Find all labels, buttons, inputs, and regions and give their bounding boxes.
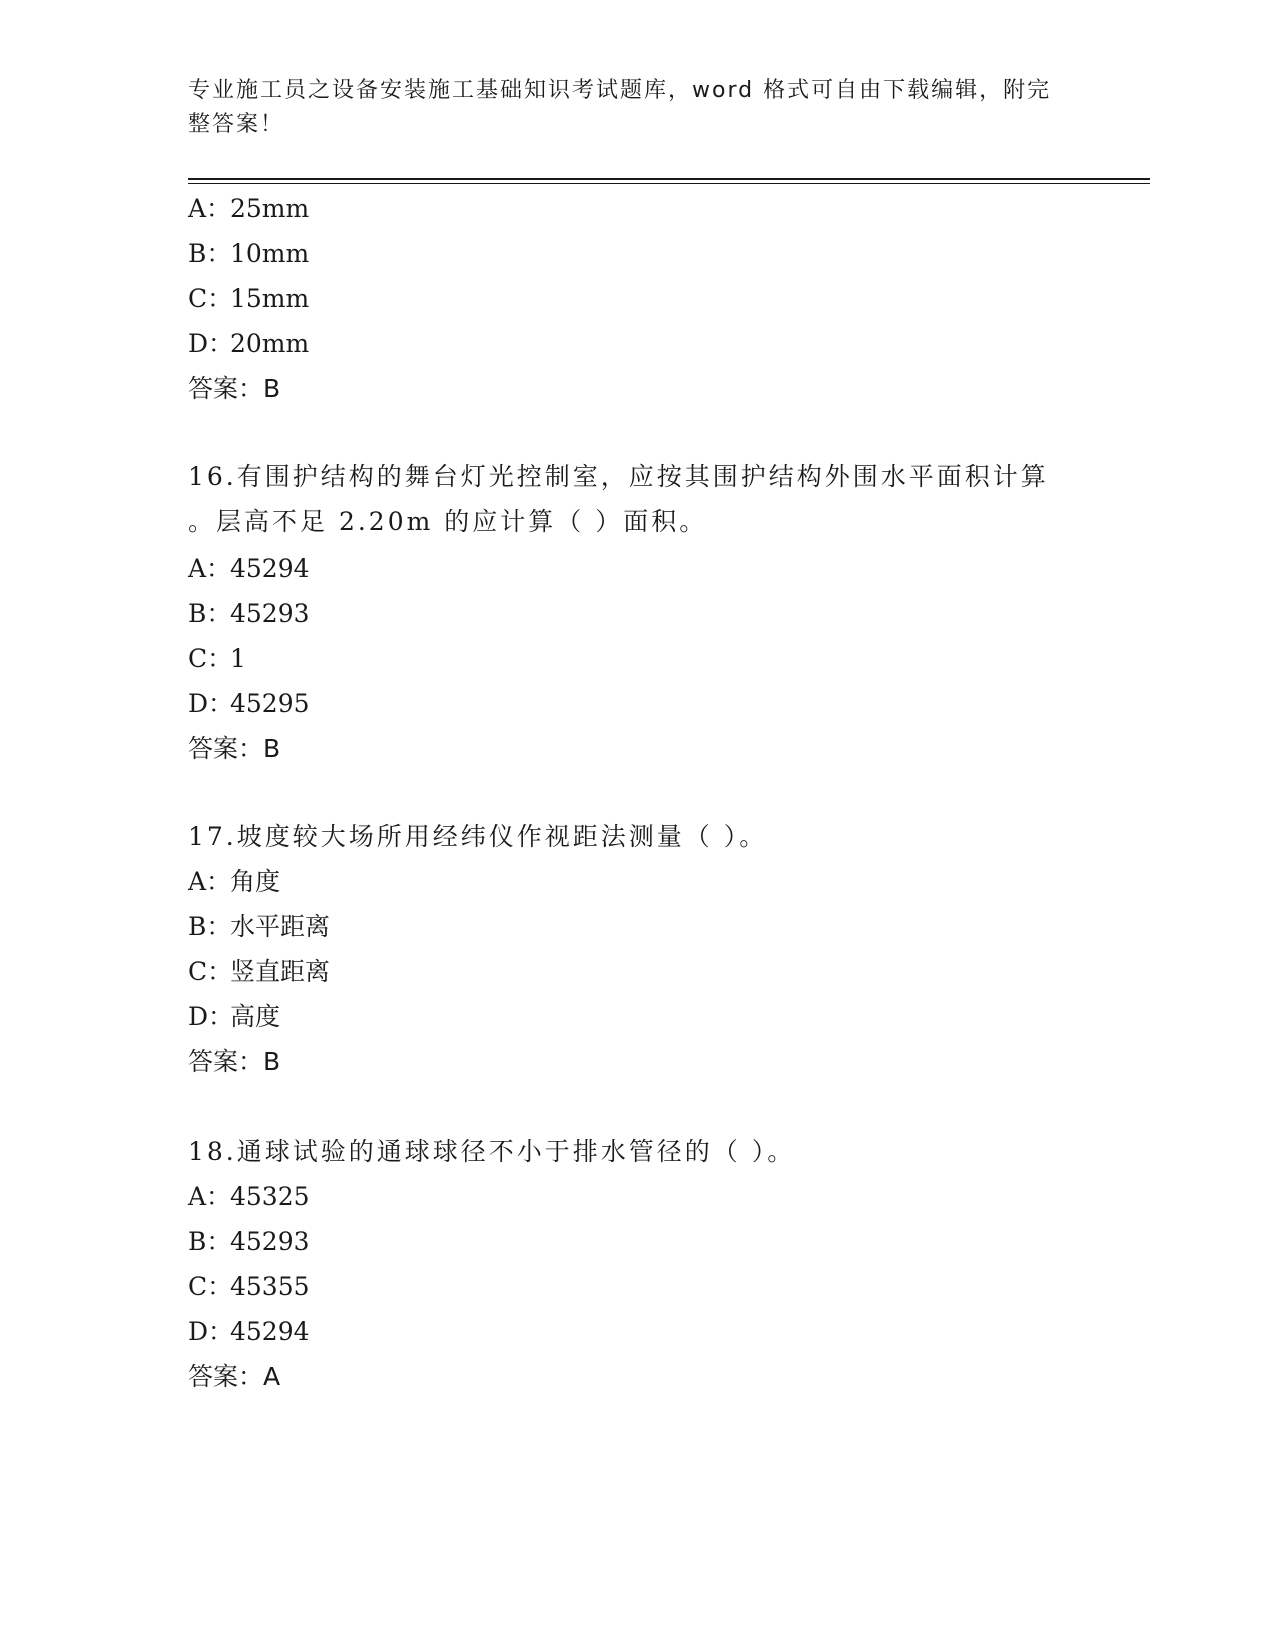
q15-option-b: B：10mm — [188, 239, 310, 268]
q18-option-d: D：45294 — [188, 1317, 310, 1346]
q16-option-c: C：1 — [188, 644, 246, 673]
q15-option-d: D：20mm — [188, 329, 310, 358]
q18-answer: 答案：A — [188, 1362, 281, 1391]
q16-option-d: D：45295 — [188, 689, 310, 718]
q17-text: 17.坡度较大场所用经纬仪作视距法测量（ ）。 — [188, 822, 768, 851]
q16-option-a: A：45294 — [188, 554, 310, 583]
q17-option-d: D：高度 — [188, 1002, 281, 1031]
header-line-1: 专业施工员之设备安装施工基础知识考试题库，word 格式可自由下载编辑，附完 — [188, 78, 1052, 103]
q18-text: 18.通球试验的通球球径不小于排水管径的（ ）。 — [188, 1137, 796, 1166]
q16-text-line-2: 。层高不足 2.20m 的应计算（ ）面积。 — [188, 507, 708, 536]
document-header — [188, 74, 1088, 142]
q16-option-b: B：45293 — [188, 599, 310, 628]
header-rule-thick — [188, 178, 1150, 180]
header-rule-thin — [188, 183, 1150, 184]
q17-option-a: A：角度 — [188, 867, 281, 896]
q15-option-a: A：25mm — [188, 194, 310, 223]
q16-answer: 答案：B — [188, 734, 281, 763]
q15-option-c: C：15mm — [188, 284, 310, 313]
header-line-2: 整答案！ — [188, 112, 285, 137]
q17-option-b: B：水平距离 — [188, 912, 331, 941]
q17-option-c: C：竖直距离 — [188, 957, 331, 986]
q17-answer: 答案：B — [188, 1047, 281, 1076]
q18-option-b: B：45293 — [188, 1227, 310, 1256]
q18-option-a: A：45325 — [188, 1182, 310, 1211]
q16-text-line-1: 16.有围护结构的舞台灯光控制室，应按其围护结构外围水平面积计算 — [188, 462, 1049, 491]
q15-answer: 答案：B — [188, 374, 281, 403]
q18-option-c: C：45355 — [188, 1272, 310, 1301]
